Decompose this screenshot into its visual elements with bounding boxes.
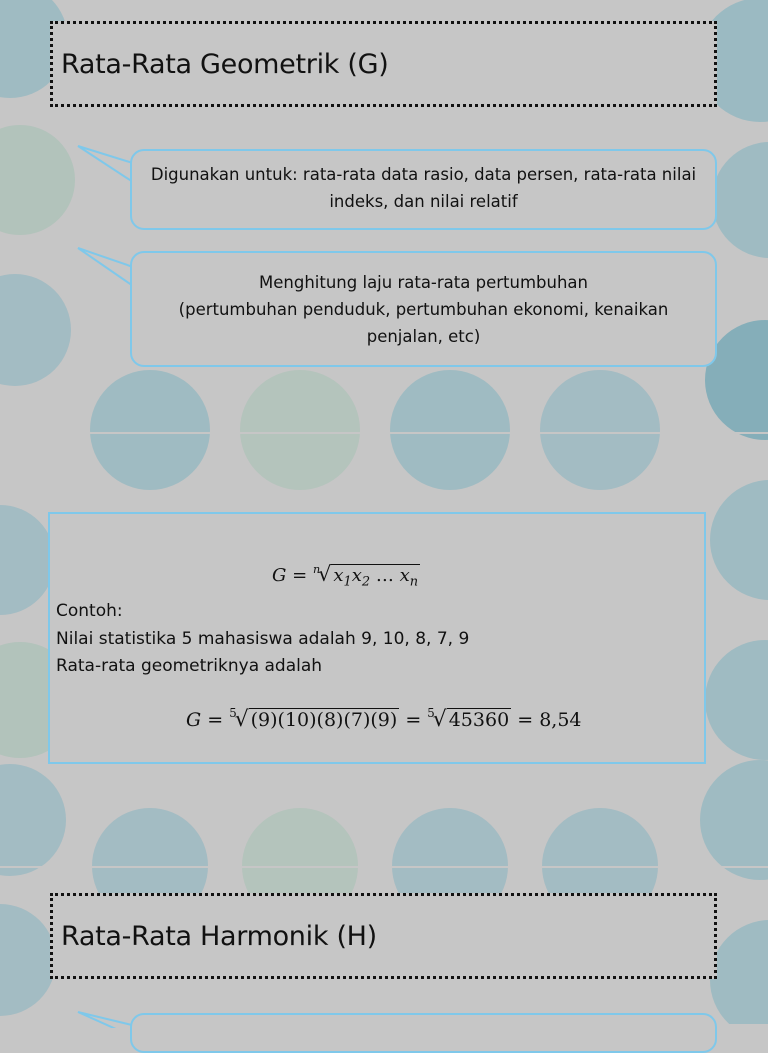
growth-line1: Menghitung laju rata-rata pertumbuhan	[259, 273, 588, 292]
formula-radicand: $x_1x_2$ … $x_n$	[333, 565, 419, 590]
title-harmonic: Rata-Rata Harmonik (H)	[61, 921, 377, 952]
calc-radicand-value: 45360	[448, 708, 510, 731]
usage-text: Digunakan untuk: rata-rata data rasio, data persen, rata-rata nilai indeks, dan nilai relatif	[150, 165, 697, 211]
radical-sign: √	[432, 706, 447, 732]
growth-line2: (pertumbuhan penduduk, pertumbuhan ekonomi, kenaikan penjalan, etc)	[178, 300, 669, 346]
geometric-formula: G = $^n$√ $x_1x_2$ … $x_n$	[272, 562, 419, 590]
example-line2: Rata-rata geometriknya adalah	[56, 656, 323, 676]
title-box-geometric	[50, 21, 717, 107]
formula-box	[48, 512, 706, 764]
usage-bubble	[130, 149, 717, 230]
harmonic-bubble-partial	[130, 1013, 717, 1053]
radical-sign: √	[318, 562, 332, 586]
example-calculation: G = $^5$√ (9)(10)(8)(7)(9) = $^5$√ 45360 = 8,54	[186, 706, 582, 732]
title-geometric: Rata-Rata Geometrik (G)	[61, 49, 389, 80]
radical-sign: √	[234, 706, 249, 732]
calc-radicand-product: (9)(10)(8)(7)(9)	[250, 708, 398, 731]
example-label: Contoh:	[56, 601, 123, 621]
title-box-harmonic	[50, 893, 717, 979]
example-line1: Nilai statistika 5 mahasiswa adalah 9, 10, 8, 7, 9	[56, 629, 470, 649]
calc-result: 8,54	[539, 708, 582, 731]
growth-bubble	[130, 251, 717, 367]
